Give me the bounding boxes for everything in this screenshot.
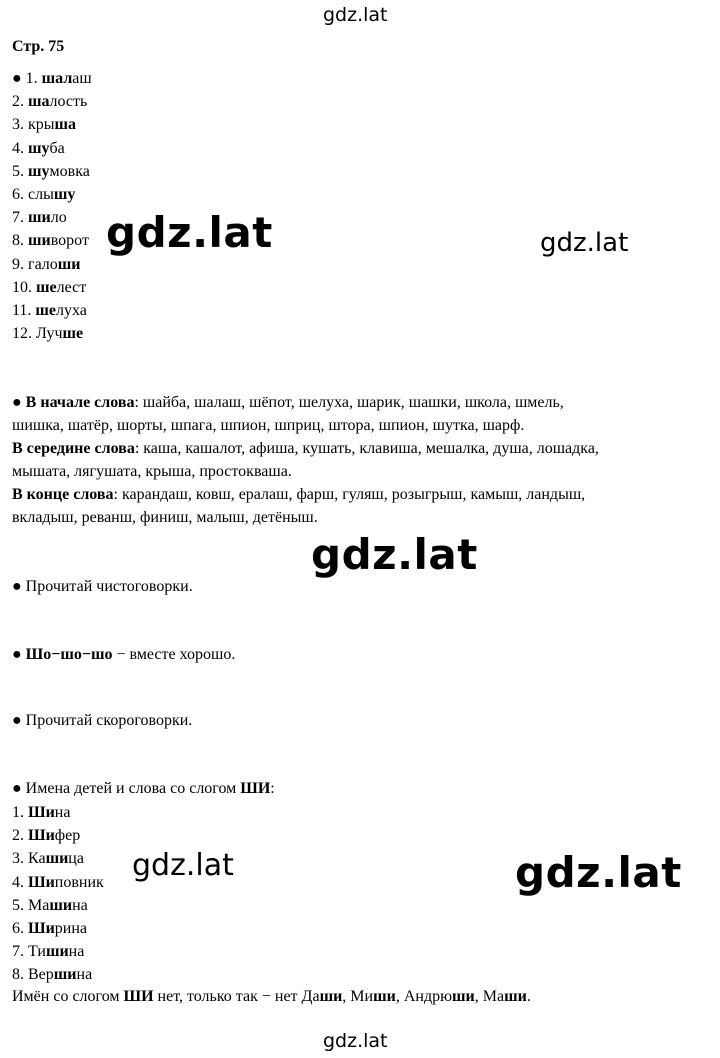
- list-item-number: 9.: [12, 255, 28, 273]
- group-start-line1: [12, 392, 564, 414]
- final-sentence-part: ши: [504, 988, 527, 1005]
- task-read1-text: Прочитай чистоговорки.: [25, 578, 193, 595]
- list-item-word-part: лест: [56, 278, 87, 296]
- list-item-word-part: ши: [53, 966, 77, 984]
- bullet-icon: ●: [12, 70, 26, 87]
- list-item: [12, 68, 92, 90]
- bullet-icon: ●: [12, 646, 22, 663]
- tongue-twister-bold: Шо−шо−шо: [25, 646, 113, 663]
- list-item-number: 1.: [25, 70, 42, 87]
- list-item-word-part: ша: [54, 116, 77, 134]
- list-item-word-part: ше: [35, 302, 57, 319]
- list-item-number: 8.: [12, 232, 28, 250]
- watermark-large-left: gdz.lat: [106, 208, 273, 257]
- task-read-tongue-twisters: [12, 710, 192, 732]
- group-end-text1: : карандаш, ковш, ералаш, фарш, гуляш, розыгрыш, камыш, ландыш,: [113, 486, 586, 503]
- list-item-number: 12.: [12, 325, 36, 343]
- list-item: [12, 161, 90, 183]
- list-item-word-part: Ши: [28, 920, 55, 937]
- list-item-number: 7.: [12, 943, 28, 961]
- list-item: [12, 895, 88, 917]
- list-item-word-part: Луч: [36, 325, 63, 343]
- list-item: [12, 918, 87, 940]
- group-end-label: В конце слова: [12, 486, 114, 503]
- list-item-word-part: шу: [28, 139, 50, 157]
- list-item-number: 6.: [12, 186, 28, 203]
- final-sentence-part: Имён со слогом: [12, 988, 124, 1005]
- task-read2-text: Прочитай скороговорки.: [25, 712, 193, 729]
- list-item: [12, 254, 81, 276]
- names-intro-text: Имена детей и слова со слогом: [25, 780, 241, 797]
- list-item-number: 8.: [12, 966, 28, 984]
- list-item-number: 5.: [12, 896, 28, 914]
- watermark-bottom: gdz.lat: [323, 1030, 388, 1052]
- list-item-word-part: шу: [53, 186, 76, 203]
- names-intro: [12, 778, 275, 800]
- list-item-number: 3.: [12, 116, 28, 134]
- tongue-twister-rest: − вместе хорошо.: [112, 646, 236, 663]
- list-item-word-part: шал: [41, 70, 73, 87]
- group-start-line2: шишка, шатёр, шорты, шпага, шпион, шприц, штора, шпион, шутка, шарф.: [12, 417, 525, 434]
- watermark-right: gdz.lat: [540, 228, 629, 258]
- list-item-number: 5.: [12, 162, 28, 180]
- list-item-word-part: Ти: [28, 943, 46, 961]
- list-item-word-part: гало: [28, 255, 58, 273]
- list-item-number: 3.: [12, 850, 28, 868]
- list-item-number: 4.: [12, 139, 28, 157]
- list-item-word-part: на: [54, 804, 71, 821]
- list-item-number: 2.: [12, 93, 28, 111]
- list-item: [12, 114, 76, 136]
- list-item: [12, 872, 104, 894]
- final-sentence-part: , Ми: [342, 988, 374, 1005]
- list-item-word-part: ши: [49, 896, 73, 914]
- group-middle-line1: [12, 438, 599, 460]
- list-item-number: 11.: [12, 302, 36, 319]
- list-item-word-part: ба: [49, 139, 65, 157]
- final-sentence-part: нет, только так − нет Да: [153, 988, 320, 1005]
- tongue-twister-line: [12, 644, 235, 666]
- names-intro-colon: :: [270, 780, 275, 797]
- list-item-word-part: Ка: [28, 850, 46, 868]
- final-sentence: [12, 986, 531, 1008]
- list-item-word-part: Ши: [28, 873, 55, 891]
- list-item-word-part: рина: [54, 920, 88, 937]
- list-item-word-part: ши: [28, 209, 51, 227]
- list-item-word-part: слы: [28, 186, 54, 203]
- group-middle-text1: : каша, кашалот, афиша, кушать, клавиша, мешалка, душа, лошадка,: [134, 440, 599, 457]
- list-item: [12, 848, 84, 870]
- group-start-label: В начале слова: [25, 394, 135, 411]
- list-item-word-part: Ма: [28, 896, 50, 914]
- list-item-word-part: аш: [72, 70, 92, 87]
- list-item: [12, 277, 86, 299]
- list-item-number: 2.: [12, 827, 28, 845]
- list-item-word-part: ворот: [50, 232, 89, 250]
- list-item-number: 4.: [12, 873, 28, 891]
- list-item: [12, 184, 75, 206]
- list-item: [12, 138, 65, 160]
- list-item-word-part: ше: [36, 278, 57, 296]
- list-item: [12, 230, 89, 252]
- final-sentence-part: ши: [319, 988, 343, 1005]
- bullet-icon: ●: [12, 578, 22, 595]
- bullet-icon: ●: [12, 780, 22, 797]
- watermark-center: gdz.lat: [311, 530, 478, 579]
- list-item-number: 10.: [12, 278, 36, 296]
- list-item-number: 1.: [12, 804, 28, 821]
- final-sentence-part: , Ма: [474, 988, 505, 1005]
- group-start-text1: : шайба, шалаш, шёпот, шелуха, шарик, шашки, школа, шмель,: [134, 394, 564, 411]
- list-item-number: 6.: [12, 920, 28, 937]
- list-item: [12, 964, 92, 986]
- final-sentence-part: .: [526, 988, 531, 1005]
- list-item-word-part: лость: [49, 93, 88, 111]
- group-middle-label: В середине слова: [12, 440, 135, 457]
- bullet-icon: ●: [12, 394, 22, 411]
- final-sentence-part: ши: [452, 988, 475, 1005]
- group-end-line2: вкладыш, реванш, финиш, малыш, детёныш.: [12, 509, 318, 526]
- list-item-word-part: ши: [45, 850, 69, 868]
- watermark-lower-left: gdz.lat: [132, 848, 234, 883]
- list-item-word-part: ши: [28, 232, 51, 250]
- list-item-word-part: на: [76, 966, 93, 984]
- list-item-word-part: на: [72, 896, 88, 914]
- list-item-word-part: на: [68, 943, 85, 961]
- list-item-word-part: шу: [28, 162, 50, 180]
- list-item: [12, 802, 70, 824]
- list-item-number: 7.: [12, 209, 28, 227]
- list-item-word-part: ше: [62, 325, 84, 343]
- page-title: Стр. 75: [12, 38, 65, 55]
- task-read-tongue-twisters-clean: [12, 576, 193, 598]
- list-item-word-part: луха: [56, 302, 87, 319]
- list-item-word-part: мовка: [49, 162, 90, 180]
- list-item-word-part: ши: [45, 943, 69, 961]
- list-item-word-part: кры: [28, 116, 55, 134]
- list-item-word-part: повник: [54, 873, 104, 891]
- list-item-word-part: ло: [50, 209, 67, 227]
- list-item: [12, 941, 84, 963]
- list-item: [12, 323, 83, 345]
- final-sentence-part: ши: [373, 988, 396, 1005]
- list-item-word-part: фер: [54, 827, 81, 845]
- list-item: [12, 207, 67, 229]
- list-item: [12, 300, 87, 322]
- bullet-icon: ●: [12, 712, 22, 729]
- list-item-word-part: ши: [57, 255, 81, 273]
- watermark-lower-right: gdz.lat: [515, 848, 682, 897]
- list-item: [12, 825, 80, 847]
- list-item-word-part: ша: [28, 93, 50, 111]
- group-end-line1: [12, 484, 585, 506]
- list-item-word-part: Вер: [28, 966, 54, 984]
- list-item-word-part: ца: [68, 850, 84, 868]
- watermark-top: gdz.lat: [323, 4, 388, 26]
- group-middle-line2: мышата, лягушата, крыша, простокваша.: [12, 463, 292, 480]
- final-sentence-part: , Андрю: [395, 988, 453, 1005]
- list-item: [12, 91, 87, 113]
- list-item-word-part: Ши: [28, 827, 55, 845]
- names-intro-syllable: ШИ: [240, 780, 271, 797]
- list-item-word-part: Ши: [28, 804, 55, 821]
- final-sentence-part: ШИ: [123, 988, 154, 1005]
